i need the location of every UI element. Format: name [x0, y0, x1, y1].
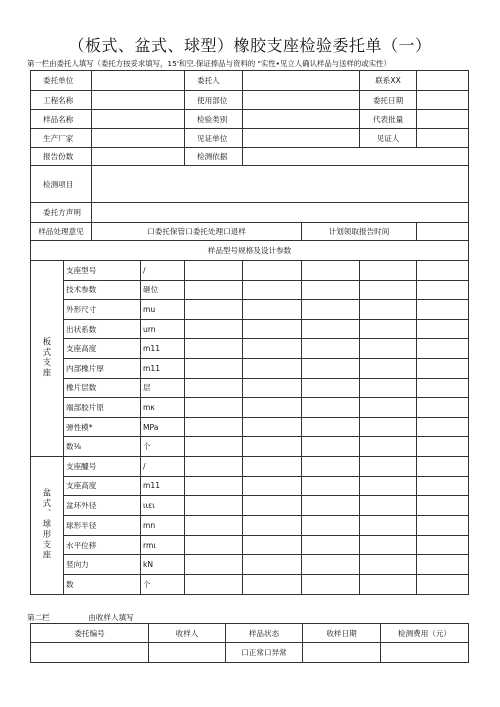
param-cell[interactable] [302, 476, 360, 496]
pot-row-name: 球形半径 [64, 516, 141, 536]
param-cell[interactable] [302, 555, 360, 575]
receiver-value[interactable] [149, 643, 226, 663]
sample-name-label: 样品名称 [31, 110, 92, 129]
param-cell[interactable] [243, 476, 302, 496]
plate-row-unit: 砸位 [141, 280, 185, 300]
contact-label: 联系XX [360, 71, 417, 91]
section2-desc: 由收样人填写 [88, 613, 134, 622]
sample-status-options[interactable]: 口正常口异常 [226, 643, 303, 663]
receive-date-value[interactable] [303, 643, 381, 663]
param-cell[interactable] [417, 575, 469, 595]
sample-handling-label: 样品处理意见 [31, 223, 92, 241]
param-cell[interactable] [360, 535, 417, 555]
param-cell[interactable] [417, 358, 469, 378]
param-cell[interactable] [185, 456, 243, 476]
recv-col-header: 收样日期 [303, 624, 381, 643]
plate-row-name: 橡片层数 [64, 378, 141, 398]
param-cell[interactable] [185, 339, 243, 359]
param-cell[interactable] [360, 516, 417, 536]
plate-row-unit: mκ [141, 398, 185, 418]
param-cell[interactable] [243, 456, 302, 476]
plate-row-unit: MPa [141, 417, 185, 437]
param-cell[interactable] [302, 456, 360, 476]
plate-row-name: 支座型号 [64, 261, 141, 281]
witness-unit-label: 见证单位 [185, 129, 243, 148]
batch-label: 代表批量 [360, 110, 417, 129]
param-cell[interactable] [302, 339, 360, 359]
plate-row-name: 内部橡片厚 [64, 358, 141, 378]
param-cell[interactable] [302, 398, 360, 418]
param-cell[interactable] [417, 417, 469, 437]
param-cell[interactable] [185, 280, 243, 300]
client-person-label: 委托人 [185, 71, 243, 91]
test-category-label: 检验类别 [185, 110, 243, 129]
pot-section-label: 盆式、球形支座 [42, 487, 52, 561]
client-statement-label: 委托方声明 [31, 203, 92, 223]
param-cell[interactable] [185, 516, 243, 536]
param-cell[interactable] [360, 280, 417, 300]
param-cell[interactable] [302, 280, 360, 300]
form-title: （板式、盆式、球型）橡胶支座检验委托单（一） [68, 36, 432, 55]
project-name-value[interactable] [92, 91, 185, 110]
plate-row-name: 端部胶片原 [64, 398, 141, 418]
recv-col-header: 收样人 [149, 624, 226, 643]
plate-row-name: 支座高度 [64, 339, 141, 359]
param-cell[interactable] [360, 378, 417, 398]
plate-row-name: 数⅛ [64, 437, 141, 457]
param-cell[interactable] [417, 437, 469, 457]
manufacturer-label: 生产厂家 [31, 129, 92, 148]
pot-row-name: 水平位移 [64, 535, 141, 555]
batch-value[interactable] [417, 110, 469, 129]
plate-row-name: 技术参数 [64, 280, 141, 300]
param-cell[interactable] [185, 535, 243, 555]
param-cell[interactable] [302, 437, 360, 457]
param-cell[interactable] [302, 417, 360, 437]
param-cell[interactable] [185, 378, 243, 398]
pot-row-name: 支座醵号 [64, 456, 141, 476]
param-cell[interactable] [302, 378, 360, 398]
param-cell[interactable] [360, 417, 417, 437]
plate-row-unit: urn [141, 319, 185, 339]
recv-col-header: 样品状态 [226, 624, 303, 643]
plate-row-unit: 层 [141, 378, 185, 398]
plate-section-label: 板式支座 [42, 336, 52, 379]
param-cell[interactable] [417, 378, 469, 398]
param-cell[interactable] [360, 456, 417, 476]
entrust-date-label: 委托日期 [360, 91, 417, 110]
pot-row-unit: m11 [141, 476, 185, 496]
client-statement-value[interactable] [92, 203, 469, 223]
recv-col-header: 委托编号 [31, 624, 149, 643]
pot-row-unit: rmι [141, 535, 185, 555]
param-cell[interactable] [417, 261, 469, 281]
param-cell[interactable] [360, 575, 417, 595]
param-cell[interactable] [417, 476, 469, 496]
param-cell[interactable] [185, 261, 243, 281]
spec-header: 样品型号规格及设计参数 [31, 241, 469, 261]
param-cell[interactable] [302, 496, 360, 516]
plate-row-unit: / [141, 261, 185, 281]
section1-note: 第一栏由委托人填写（委托方按妥求填写，15'和空.保证捧品与资料的 "实性•见立人确认样品与送样的或实性） [27, 59, 391, 68]
param-cell[interactable] [302, 261, 360, 281]
pot-row-unit: 个 [141, 575, 185, 595]
test-basis-label: 检测依据 [185, 148, 243, 166]
contact-value[interactable] [417, 71, 469, 91]
pot-row-unit: mn [141, 516, 185, 536]
param-cell[interactable] [243, 378, 302, 398]
pot-row-unit: / [141, 456, 185, 476]
param-cell[interactable] [185, 398, 243, 418]
param-cell[interactable] [243, 280, 302, 300]
test-items-value[interactable] [92, 166, 469, 203]
param-cell[interactable] [417, 456, 469, 476]
param-cell[interactable] [417, 496, 469, 516]
pot-section-label-cell [31, 456, 64, 594]
param-cell[interactable] [417, 319, 469, 339]
plate-row-unit: 个 [141, 437, 185, 457]
param-cell[interactable] [302, 575, 360, 595]
param-cell[interactable] [360, 555, 417, 575]
plate-row-unit: m11 [141, 339, 185, 359]
param-cell[interactable] [417, 535, 469, 555]
client-unit-label: 委托单位 [31, 71, 92, 91]
handling-options[interactable]: 口委托保管口委托处理口退样 [92, 223, 302, 241]
param-cell[interactable] [243, 516, 302, 536]
pot-row-name: 数 [64, 575, 141, 595]
param-cell[interactable] [243, 496, 302, 516]
report-copies-label: 报告份数 [31, 148, 92, 166]
client-unit-value[interactable] [92, 71, 185, 91]
plate-row-name: 弹性模* [64, 417, 141, 437]
param-cell[interactable] [360, 319, 417, 339]
param-cell[interactable] [360, 496, 417, 516]
pot-row-unit: kN [141, 555, 185, 575]
test-basis-value[interactable] [243, 148, 469, 166]
pot-row-name: 竖向力 [64, 555, 141, 575]
param-cell[interactable] [243, 339, 302, 359]
param-cell[interactable] [360, 476, 417, 496]
param-cell[interactable] [243, 261, 302, 281]
param-cell[interactable] [302, 300, 360, 320]
witness-label: 见证人 [360, 129, 417, 148]
plate-row-name: 外形尺寸 [64, 300, 141, 320]
section2-label: 第二栏 [27, 613, 50, 622]
param-cell[interactable] [243, 300, 302, 320]
pot-row-name: 盆环外径 [64, 496, 141, 516]
param-cell[interactable] [185, 417, 243, 437]
param-cell[interactable] [185, 575, 243, 595]
param-cell[interactable] [185, 555, 243, 575]
param-cell[interactable] [302, 358, 360, 378]
param-cell[interactable] [185, 319, 243, 339]
param-cell[interactable] [417, 300, 469, 320]
using-unit-label: 使用部位 [185, 91, 243, 110]
plate-row-unit: mu [141, 300, 185, 320]
param-cell[interactable] [417, 398, 469, 418]
plate-section-label-cell [31, 261, 64, 457]
param-cell[interactable] [302, 516, 360, 536]
report-copies-value[interactable] [92, 148, 185, 166]
test-items-label: 检测项目 [31, 166, 92, 203]
param-cell[interactable] [185, 300, 243, 320]
main-form-table [30, 70, 469, 595]
param-cell[interactable] [360, 358, 417, 378]
pot-row-name: 支座高度 [64, 476, 141, 496]
param-cell[interactable] [185, 437, 243, 457]
test-fee-value[interactable] [381, 643, 469, 663]
param-cell[interactable] [417, 516, 469, 536]
project-name-label: 工程名称 [31, 91, 92, 110]
param-cell[interactable] [243, 358, 302, 378]
param-cell[interactable] [360, 398, 417, 418]
param-cell[interactable] [243, 555, 302, 575]
client-person-value[interactable] [243, 71, 360, 91]
param-cell[interactable] [185, 358, 243, 378]
entrust-date-value[interactable] [417, 91, 469, 110]
param-cell[interactable] [185, 476, 243, 496]
report-pickup-value[interactable] [417, 223, 469, 241]
param-cell[interactable] [185, 496, 243, 516]
recv-col-header: 检测费用（元） [381, 624, 469, 643]
manufacturer-value[interactable] [92, 129, 185, 148]
param-cell[interactable] [302, 535, 360, 555]
param-cell[interactable] [417, 339, 469, 359]
param-cell[interactable] [417, 555, 469, 575]
report-pickup-label: 计划领取报告时间 [302, 223, 417, 241]
param-cell[interactable] [360, 261, 417, 281]
plate-row-name: 出状系数 [64, 319, 141, 339]
entrust-number-value[interactable] [31, 643, 149, 663]
param-cell[interactable] [243, 575, 302, 595]
witness-value[interactable] [417, 129, 469, 148]
param-cell[interactable] [243, 535, 302, 555]
test-category-value[interactable] [243, 110, 360, 129]
param-cell[interactable] [243, 437, 302, 457]
param-cell[interactable] [360, 339, 417, 359]
param-cell[interactable] [302, 319, 360, 339]
section2-heading [27, 612, 170, 623]
using-unit-value[interactable] [243, 91, 360, 110]
pot-row-unit: ιιει [141, 496, 185, 516]
param-cell[interactable] [243, 417, 302, 437]
param-cell[interactable] [243, 319, 302, 339]
plate-row-unit: m11 [141, 358, 185, 378]
witness-unit-value[interactable] [243, 129, 360, 148]
param-cell[interactable] [360, 437, 417, 457]
sample-name-value[interactable] [92, 110, 185, 129]
receiver-table [30, 623, 469, 663]
param-cell[interactable] [243, 398, 302, 418]
param-cell[interactable] [417, 280, 469, 300]
param-cell[interactable] [360, 300, 417, 320]
